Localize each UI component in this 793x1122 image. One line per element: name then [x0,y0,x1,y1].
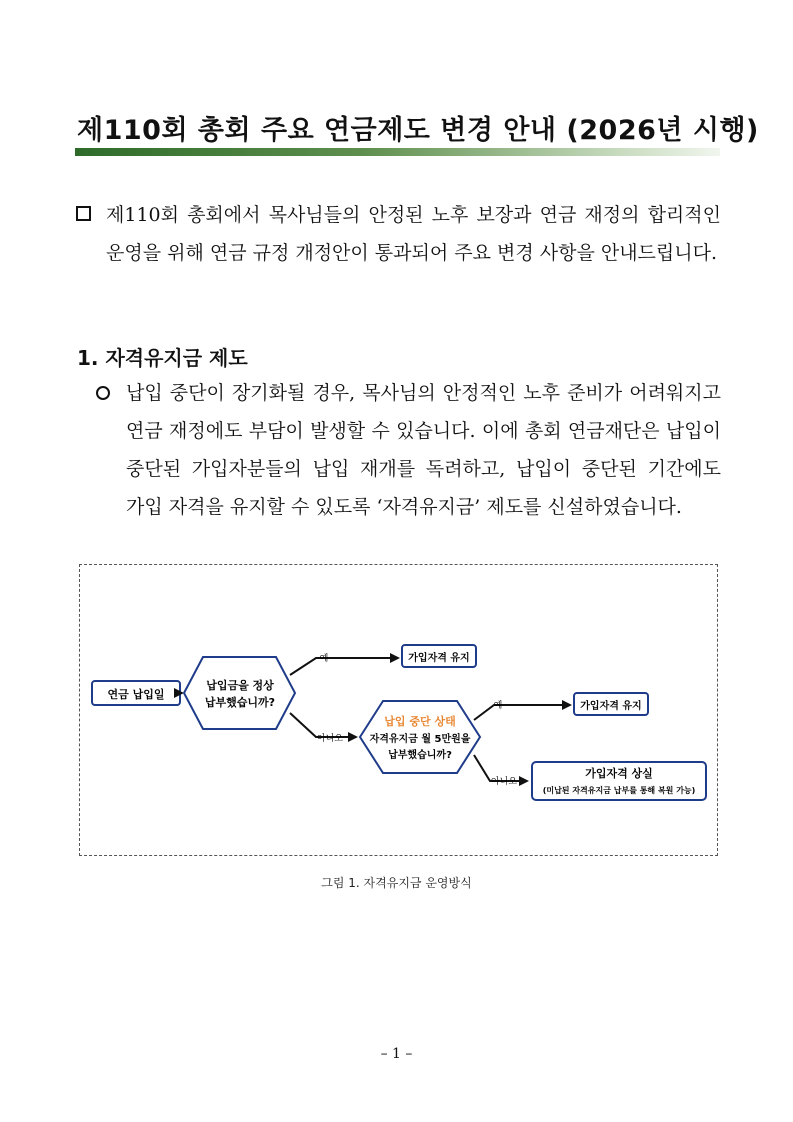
bullet-text: 납입 중단이 장기화될 경우, 목사님의 안정적인 노후 준비가 어려워지고 연금 재정에도 부담이 발생할 수 있습니다. 이에 총회 연금재단은 납입이 중단된 가입자분들의 납입 재개를 독려하고, 납입이 중단된 기간에도 가입 자격을 유지할 수 있도록 ‘자격유지금’ 제도를 신설하였습니다. [126,382,721,518]
document-title: 제110회 총회 주요 연금제도 변경 안내 (2026년 시행) [77,115,759,146]
intro-text: 제110회 총회에서 목사님들의 안정된 노후 보장과 연금 재정의 합리적인 운영을 위해 연금 규정 개정안이 통과되어 주요 변경 사항을 안내드립니다. [106,204,721,264]
intro-paragraph [76,196,721,272]
yes-label-2: 예 [493,701,503,711]
section-heading: 1. 자격유지금 제도 [77,346,248,370]
result-keep-1-label: 가입자격 유지 [408,653,470,664]
decision-1-hexagon [184,657,295,729]
start-label: 연금 납입일 [107,688,165,701]
arrow-yes-2 [474,705,570,720]
decision-1-line1: 납입금을 정상 [206,679,274,692]
decision-1-line2: 납부했습니까? [204,696,276,709]
title-underline [75,148,720,156]
flowchart-figure [79,564,718,856]
no-label-2: 아니오 [490,777,518,787]
figure-caption: 그림 1. 자격유지금 운영방식 [321,876,472,890]
result-keep-2-label: 가입자격 유지 [580,701,642,712]
arrow-yes-1 [290,658,398,675]
section-bullet [96,374,721,526]
page-number: – 1 – [380,1046,413,1062]
yes-label-1: 예 [319,654,329,664]
result-loss-note: (미납된 자격유지금 납부를 통해 복원 가능) [542,786,696,795]
checkbox-bullet-icon [76,206,91,221]
no-label-1: 아니오 [316,734,344,744]
decision-2-line1: 자격유지금 월 5만원을 [369,734,471,745]
decision-2-line2: 납부했습니까? [388,750,452,761]
decision-2-status: 납입 중단 상태 [384,715,456,728]
circle-bullet-icon [96,386,110,400]
result-loss-title: 가입자격 상실 [585,767,653,780]
flowchart-diagram [80,565,717,855]
